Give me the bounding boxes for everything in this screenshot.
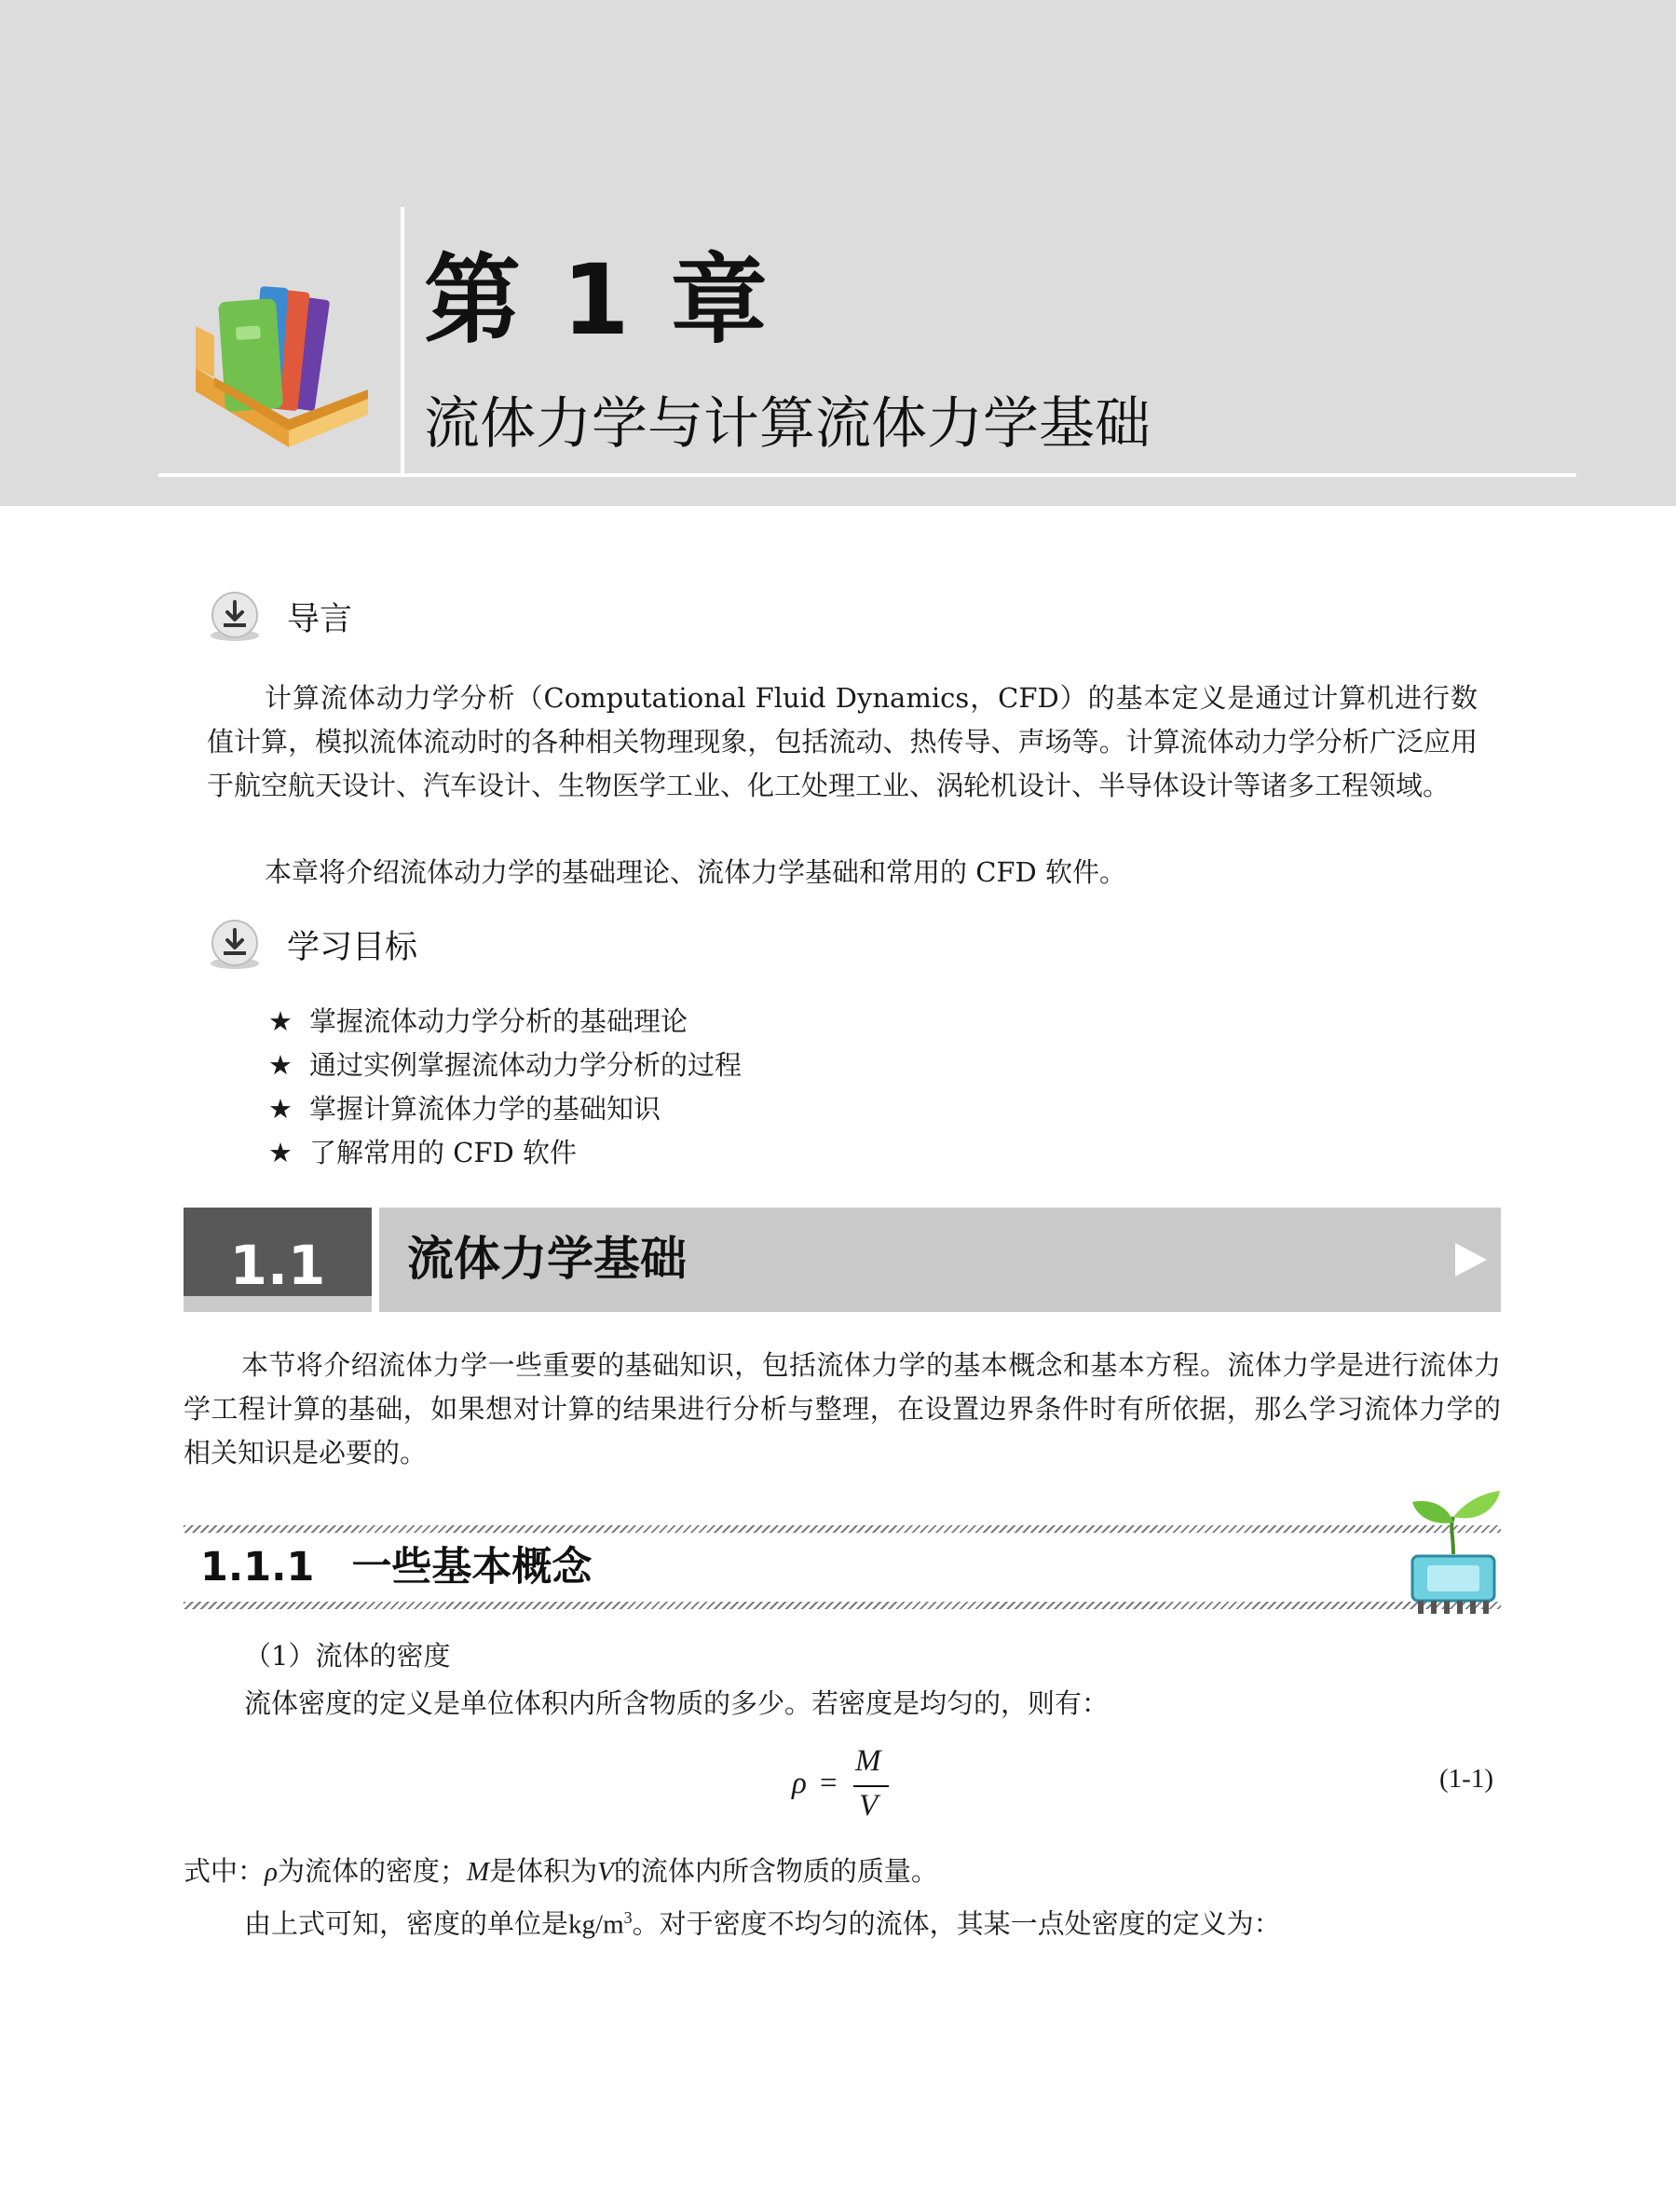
goal-text: 掌握流体动力学分析的基础理论 — [309, 1005, 688, 1037]
where-text-3: 的流体内所含物质的质量。 — [613, 1855, 938, 1887]
play-arrow-icon — [1453, 1241, 1489, 1278]
intro-paragraph: 计算流体动力学分析（Computational Fluid Dynamics，CFD）的基本定义是通过计算机进行数值计算，模拟流体流动时的各种相关物理现象，包括流动、热传导、声场等。计算流体动力学分析广泛应用于航空航天设计、汽车设计、生物医学工业、化工处理工业、涡轮机设计、半导体设计等诸多工程领域。 — [207, 682, 1478, 801]
download-icon — [207, 917, 263, 973]
unit-text-2: 。对于密度不均匀的流体，其某一点处密度的定义为： — [632, 1907, 1281, 1940]
density-formula — [792, 1744, 894, 1824]
goal-text: 了解常用的 CFD 软件 — [309, 1137, 577, 1168]
formula-rho: ρ — [792, 1767, 807, 1800]
unit-text-1: 由上式可知，密度的单位是 — [244, 1907, 569, 1940]
header-divider-horizontal — [158, 473, 1576, 477]
where-text-1: 为流体的密度； — [277, 1855, 467, 1887]
density-unit-line — [244, 1896, 1281, 1947]
equation-number: (1-1) — [1439, 1764, 1493, 1794]
where-prefix: 式中： — [184, 1855, 266, 1887]
where-text-2: 是体积为 — [489, 1855, 598, 1887]
formula-denominator: V — [859, 1789, 879, 1823]
section-bar — [184, 1208, 1501, 1312]
fraction-bar — [853, 1785, 889, 1787]
intro-heading — [207, 589, 352, 645]
goal-text: 掌握计算流体力学的基础知识 — [309, 1093, 661, 1125]
where-M: M — [466, 1857, 490, 1887]
intro-heading-label: 导言 — [287, 601, 353, 638]
goal-text: 通过实例掌握流体动力学分析的过程 — [309, 1049, 743, 1081]
subsection-title: 一些基本概念 — [351, 1544, 593, 1591]
formula-equals: = — [820, 1767, 838, 1800]
section-number: 1.1 — [229, 1234, 326, 1297]
star-bullet: ★ — [268, 1005, 293, 1037]
density-definition: 流体密度的定义是单位体积内所含物质的多少。若密度是均匀的，则有： — [244, 1687, 1110, 1719]
section-bar-gap — [372, 1208, 379, 1312]
star-bullet: ★ — [268, 1137, 293, 1168]
where-rho: ρ — [265, 1857, 278, 1887]
chip-plant-icon — [1403, 1489, 1504, 1618]
goal-item — [268, 1044, 742, 1087]
subsection-rule-bottom — [184, 1602, 1501, 1609]
formula-where-line — [184, 1850, 938, 1894]
subsection-heading — [200, 1539, 592, 1595]
subsection-number: 1.1.1 — [200, 1544, 315, 1591]
star-bullet: ★ — [268, 1093, 293, 1125]
density-item-heading: （1）流体的密度 — [244, 1640, 451, 1672]
goal-item — [268, 1131, 742, 1175]
where-V: V — [597, 1857, 614, 1887]
header-divider-vertical — [401, 207, 404, 477]
goals-list — [268, 1000, 742, 1175]
goal-item — [268, 1087, 742, 1131]
intro-summary: 本章将介绍流体动力学的基础理论、流体力学基础和常用的 CFD 软件。 — [265, 856, 1126, 888]
goal-item — [268, 1000, 742, 1044]
download-icon — [207, 589, 263, 645]
goals-heading — [207, 917, 417, 973]
chapter-title: 流体力学与计算流体力学基础 — [424, 391, 1151, 457]
section-paragraph: 本节将介绍流体力学一些重要的基础知识，包括流体力学的基本概念和基本方程。流体力学是进行流体力学工程计算的基础，如果想对计算的结果进行分析与整理，在设置边界条件时有所依据，那么学习流体力学的相关知识是必要的。 — [184, 1349, 1501, 1468]
density-unit-exponent: 3 — [623, 1908, 633, 1927]
goals-heading-label: 学习目标 — [287, 929, 418, 966]
star-bullet: ★ — [268, 1049, 293, 1081]
chapter-label: 第 1 章 — [424, 243, 771, 357]
subsection-rule-top — [184, 1525, 1501, 1533]
formula-numerator: M — [855, 1744, 881, 1778]
density-unit: kg/m — [568, 1909, 624, 1940]
books-icon — [186, 280, 373, 447]
section-title: 流体力学基础 — [407, 1232, 687, 1286]
